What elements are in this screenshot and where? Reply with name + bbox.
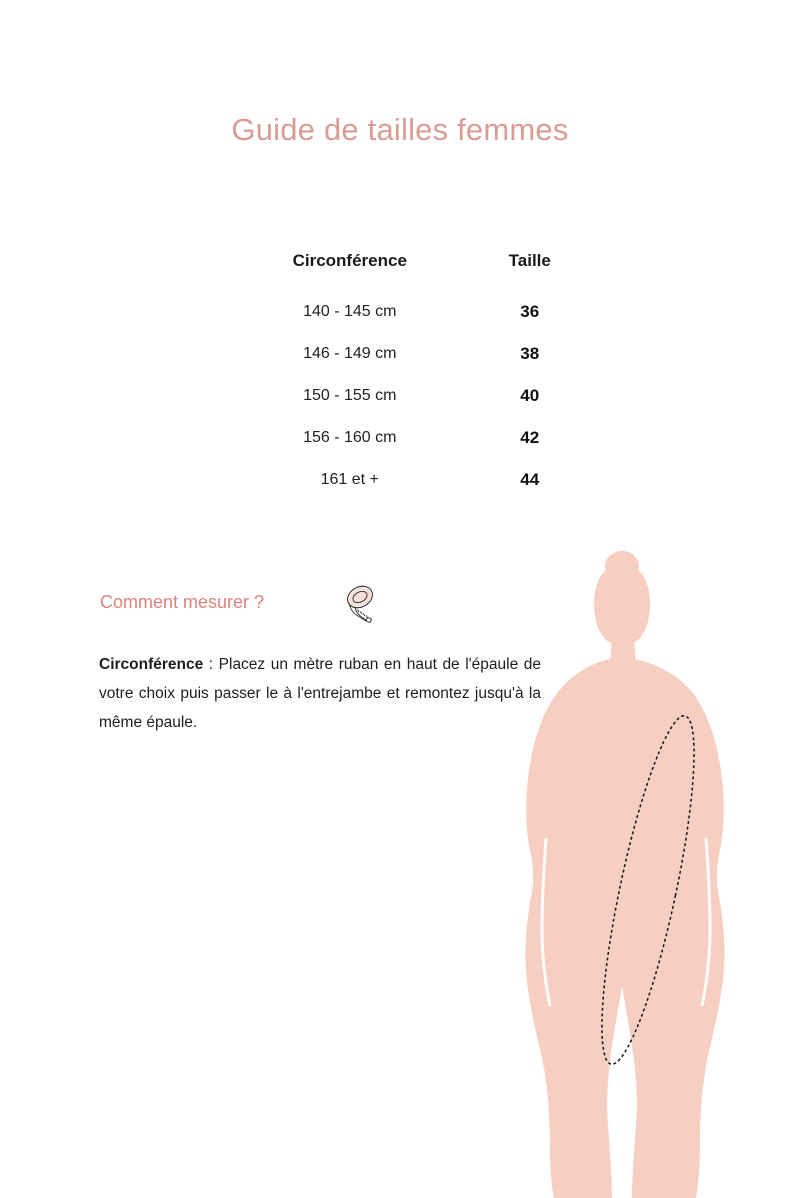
cell-size: 44: [520, 470, 540, 489]
cell-circumference: 161 et +: [320, 471, 379, 488]
table-header-row: [230, 250, 590, 291]
how-to-measure-label: Circonférence: [99, 656, 204, 673]
female-body-silhouette: [470, 538, 800, 1198]
page-title: Guide de tailles femmes: [231, 112, 569, 147]
cell-size: 38: [520, 344, 540, 363]
cell-circumference: 150 - 155 cm: [303, 387, 397, 404]
cell-circumference: 146 - 149 cm: [303, 345, 397, 362]
cell-size: 42: [520, 428, 540, 447]
table-row: [230, 459, 590, 501]
how-to-measure-heading: Comment mesurer ?: [100, 592, 265, 612]
table-row: [230, 417, 590, 459]
measuring-tape-icon: [336, 578, 388, 626]
how-to-measure-description: : Placez un mètre ruban en haut de l'épaule de votre choix puis passer le à l'entrejambe et remontez jusqu'à la même épaule.: [99, 656, 541, 731]
cell-size: 36: [520, 302, 540, 321]
cell-size: 40: [520, 386, 540, 405]
column-header-circumference: Circonférence: [292, 251, 407, 270]
cell-circumference: 140 - 145 cm: [303, 303, 397, 320]
table-row: [230, 375, 590, 417]
cell-circumference: 156 - 160 cm: [303, 429, 397, 446]
size-table: [230, 250, 590, 501]
table-row: [230, 333, 590, 375]
column-header-size: Taille: [508, 251, 551, 270]
table-row: [230, 291, 590, 333]
